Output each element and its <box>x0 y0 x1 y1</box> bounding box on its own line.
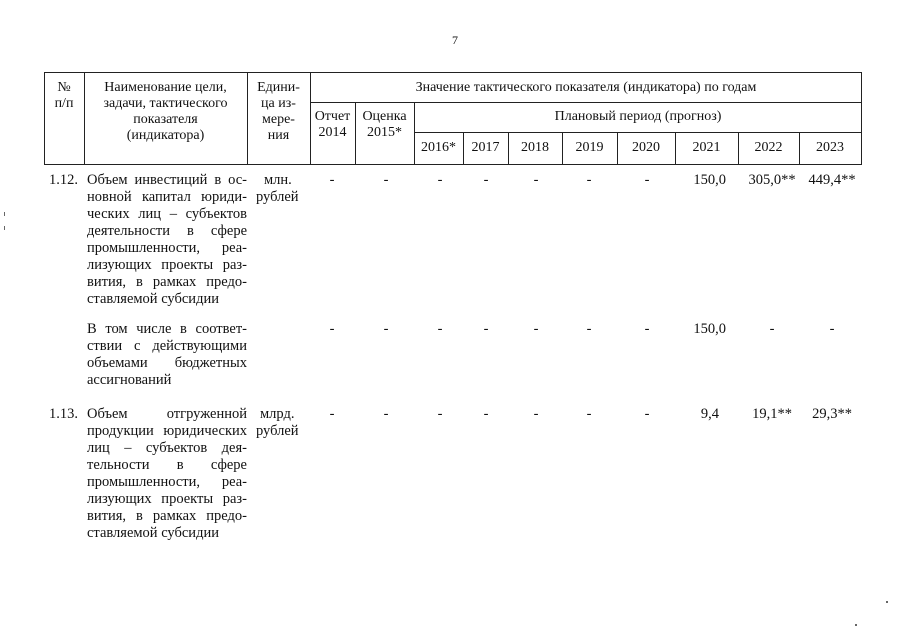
value-2022: 305,0** <box>748 172 796 188</box>
value-2023: - <box>829 321 835 337</box>
row-number: 1.13. <box>49 406 78 422</box>
value-2014: - <box>329 321 335 337</box>
value-2019: - <box>586 172 592 188</box>
value-2018: - <box>533 172 539 188</box>
value-2021: 9,4 <box>700 406 719 422</box>
header-num: № п/п <box>54 80 74 111</box>
header-plan-title: Плановый период (прогноз) <box>554 109 722 124</box>
value-2019: - <box>586 406 592 422</box>
row-unit: млн. рублей <box>256 172 299 205</box>
row-description: Объем отгруженной продукции юридических лиц – субъектов дея- тельности в сфере промышленности, реа- лизующих проекты раз- вития, в рамках предо- ставляемой субсидии <box>87 406 247 541</box>
row-unit: млрд. рублей <box>256 406 299 439</box>
value-2016: - <box>437 406 443 422</box>
value-2023: 29,3** <box>812 406 852 422</box>
table-header <box>44 72 862 165</box>
value-2022: - <box>769 321 775 337</box>
value-2021: 150,0 <box>693 172 726 188</box>
value-2016: - <box>437 321 443 337</box>
value-2015: - <box>383 321 389 337</box>
value-2016: - <box>437 172 443 188</box>
header-year-2021: 2021 <box>692 140 721 155</box>
row-description: В том числе в соответ- ствии с действующими объемами бюджетных ассигнований <box>87 321 247 388</box>
header-name: Наименование цели, задачи, тактического показателя (индикатора) <box>103 80 228 143</box>
header-year-2019: 2019 <box>575 140 604 155</box>
value-2018: - <box>533 406 539 422</box>
header-year-2020: 2020 <box>632 140 660 155</box>
scan-speck <box>4 212 5 216</box>
value-2017: - <box>483 172 489 188</box>
header-year-2023: 2023 <box>816 140 844 155</box>
header-year-2022: 2022 <box>754 140 783 155</box>
value-2023: 449,4** <box>808 172 856 188</box>
value-2019: - <box>586 321 592 337</box>
value-2014: - <box>329 406 335 422</box>
header-estimate: Оценка 2015* <box>362 109 407 140</box>
value-2020: - <box>644 321 650 337</box>
row-description: Объем инвестиций в ос- новной капитал юриди- ческих лиц – субъектов деятельности в сфере промышленности, реа- лизующих проекты раз- вития, в рамках предо- ставляемой субсидии <box>87 172 247 307</box>
value-2017: - <box>483 406 489 422</box>
value-2017: - <box>483 321 489 337</box>
value-2015: - <box>383 406 389 422</box>
header-year-2017: 2017 <box>471 140 500 155</box>
header-year-2018: 2018 <box>521 140 549 155</box>
value-2021: 150,0 <box>693 321 726 337</box>
scan-speck <box>4 226 5 230</box>
scan-speck <box>886 601 888 603</box>
header-report: Отчет 2014 <box>314 109 351 140</box>
value-2018: - <box>533 321 539 337</box>
value-2020: - <box>644 172 650 188</box>
row-number: 1.12. <box>49 172 78 188</box>
value-2015: - <box>383 172 389 188</box>
header-unit: Едини- ца из- мере- ния <box>257 80 300 143</box>
scan-speck <box>855 624 857 626</box>
value-2014: - <box>329 172 335 188</box>
header-values-title: Значение тактического показателя (индикатора) по годам <box>415 80 757 95</box>
value-2020: - <box>644 406 650 422</box>
header-year-2016: 2016* <box>421 140 456 155</box>
page-number: 7 <box>452 33 458 47</box>
value-2022: 19,1** <box>752 406 792 422</box>
